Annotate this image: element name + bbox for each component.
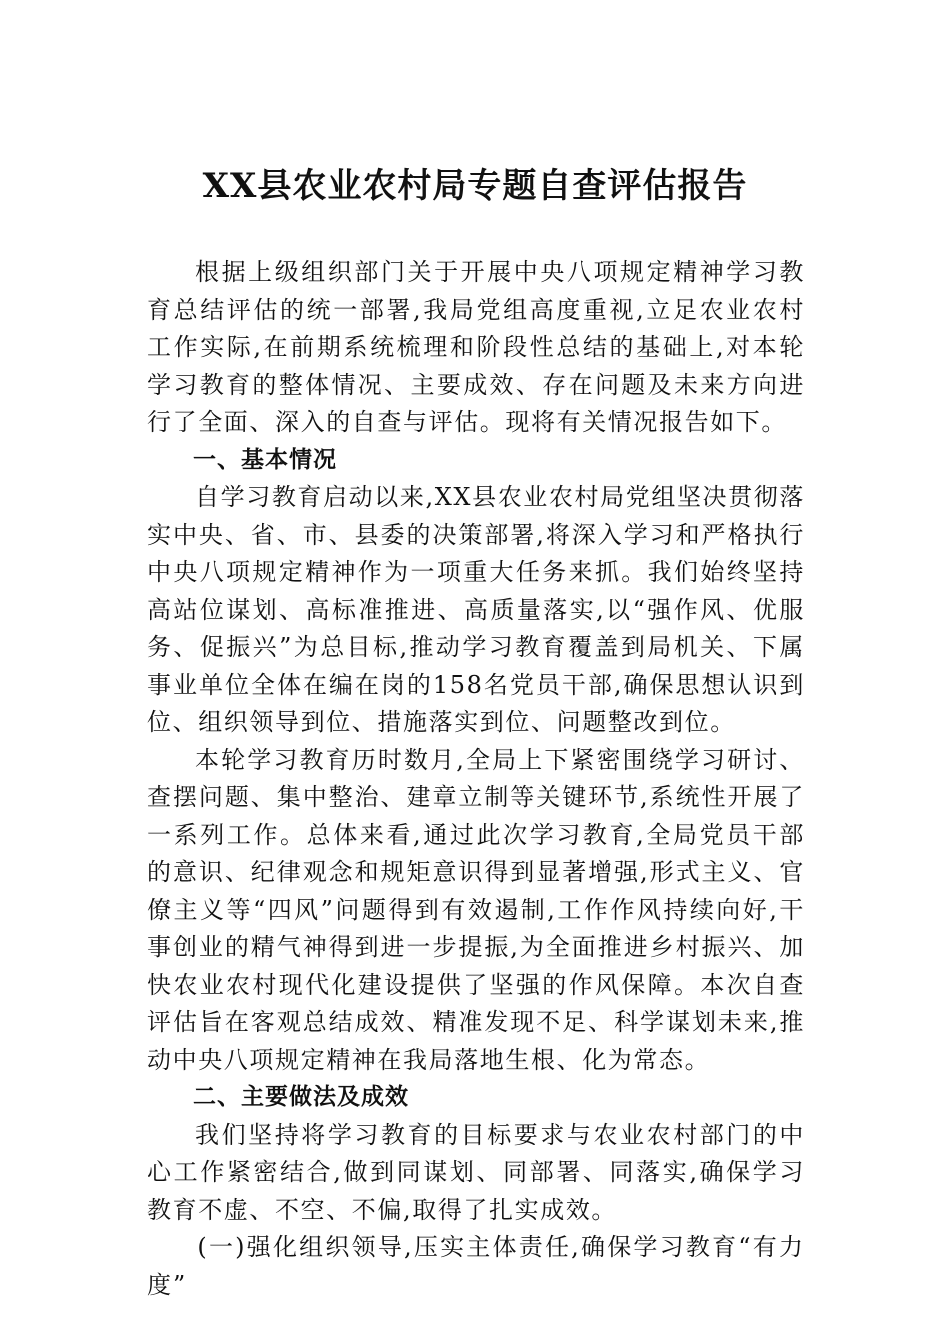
section-heading-main-practices: 二、主要做法及成效 <box>193 1084 409 1110</box>
document-body <box>147 254 805 1304</box>
intro-paragraph: 根据上级组织部门关于开展中央八项规定精神学习教育总结评估的统一部署,我局党组高度重视,立足农业农村工作实际,在前期系统梳理和阶段性总结的基础上,对本轮学习教育的整体情况、主要成效、存在问题及未来方向进行了全面、深入的自查与评估。现将有关情况报告如下。 <box>147 258 805 436</box>
body-paragraph: 本轮学习教育历时数月,全局上下紧密围绕学习研讨、查摆问题、集中整治、建章立制等关键环节,系统性开展了一系列工作。总体来看,通过此次学习教育,全局党员干部的意识、纪律观念和规矩意识得到显著增强,形式主义、官僚主义等“四风”问题得到有效遏制,工作作风持续向好,干事创业的精气神得到进一步提振,为全面推进乡村振兴、加快农业农村现代化建设提供了坚强的作风保障。本次自查评估旨在客观总结成效、精准发现不足、科学谋划未来,推动中央八项规定精神在我局落地生根、化为常态。 <box>147 745 805 1074</box>
subsection-heading: (一)强化组织领导,压实主体责任,确保学习教育“有力度” <box>147 1233 805 1299</box>
body-paragraph: 自学习教育启动以来,XX县农业农村局党组坚决贯彻落实中央、省、市、县委的决策部署,将深入学习和严格执行中央八项规定精神作为一项重大任务来抓。我们始终坚持高站位谋划、高标准推进、高质量落实,以“强作风、优服务、促振兴”为总目标,推动学习教育覆盖到局机关、下属事业单位全体在编在岗的158名党员干部,确保思想认识到位、组织领导到位、措施落实到位、问题整改到位。 <box>147 483 805 736</box>
document-title: XX县农业农村局专题自查评估报告 <box>202 166 748 206</box>
section-heading-basic-situation: 一、基本情况 <box>193 446 337 473</box>
body-paragraph: 我们坚持将学习教育的目标要求与农业农村部门的中心工作紧密结合,做到同谋划、同部署、同落实,确保学习教育不虚、不空、不偏,取得了扎实成效。 <box>147 1120 805 1224</box>
